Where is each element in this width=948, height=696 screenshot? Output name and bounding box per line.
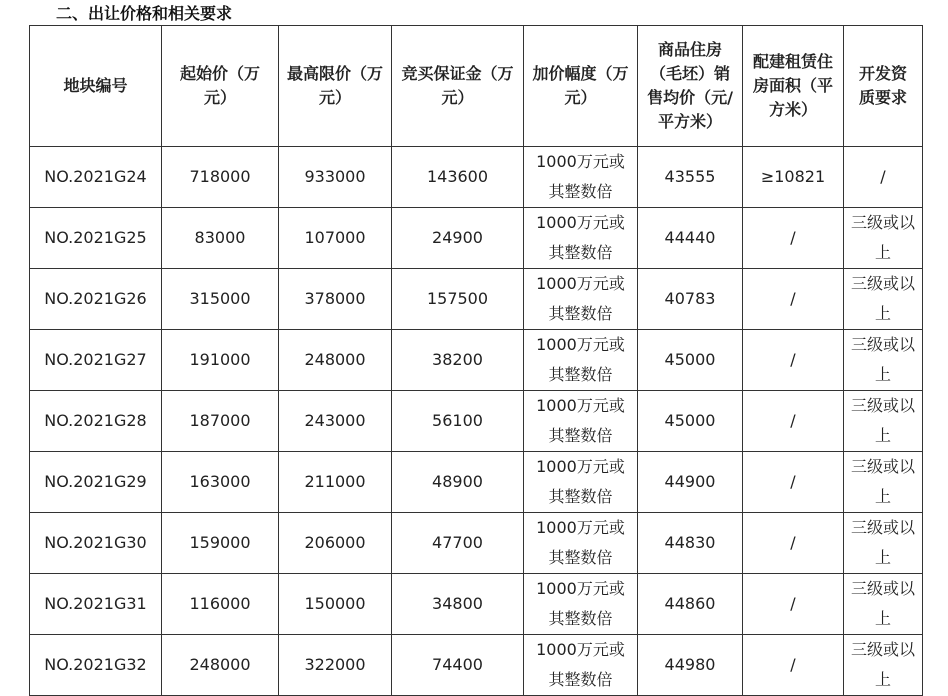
cell-max-price: 248000 [279,330,392,391]
header-avg-sale-price: 商品住房（毛坯）销售均价（元/平方米） [638,26,743,147]
cell-avg-sale-price: 44900 [638,452,743,513]
cell-rental-area: / [743,513,844,574]
table-row [30,147,923,208]
cell-rental-area: / [743,269,844,330]
cell-max-price: 150000 [279,574,392,635]
table-body [30,147,923,696]
cell-bid-increment: 1000万元或其整数倍 [524,635,638,696]
cell-starting-price: 163000 [162,452,279,513]
cell-starting-price: 116000 [162,574,279,635]
cell-starting-price: 159000 [162,513,279,574]
cell-land-id: NO.2021G25 [30,208,162,269]
cell-qualification: / [844,147,923,208]
cell-starting-price: 191000 [162,330,279,391]
header-starting-price: 起始价（万元） [162,26,279,147]
cell-max-price: 107000 [279,208,392,269]
cell-deposit: 38200 [392,330,524,391]
land-price-table [29,25,923,696]
cell-bid-increment: 1000万元或其整数倍 [524,574,638,635]
cell-deposit: 34800 [392,574,524,635]
table-row [30,635,923,696]
section-title: 二、出让价格和相关要求 [56,4,233,23]
cell-land-id: NO.2021G28 [30,391,162,452]
cell-avg-sale-price: 44830 [638,513,743,574]
table-header-row [30,26,923,147]
cell-max-price: 933000 [279,147,392,208]
cell-deposit: 24900 [392,208,524,269]
cell-max-price: 206000 [279,513,392,574]
cell-avg-sale-price: 45000 [638,330,743,391]
header-rental-area: 配建租赁住房面积（平方米） [743,26,844,147]
cell-qualification: 三级或以上 [844,574,923,635]
cell-max-price: 243000 [279,391,392,452]
cell-starting-price: 315000 [162,269,279,330]
cell-deposit: 74400 [392,635,524,696]
cell-max-price: 211000 [279,452,392,513]
cell-deposit: 47700 [392,513,524,574]
cell-qualification: 三级或以上 [844,330,923,391]
cell-qualification: 三级或以上 [844,452,923,513]
cell-qualification: 三级或以上 [844,635,923,696]
cell-rental-area: / [743,391,844,452]
cell-rental-area: / [743,208,844,269]
table-row [30,330,923,391]
cell-avg-sale-price: 45000 [638,391,743,452]
cell-rental-area: ≥10821 [743,147,844,208]
cell-bid-increment: 1000万元或其整数倍 [524,208,638,269]
table-row [30,269,923,330]
cell-max-price: 322000 [279,635,392,696]
cell-land-id: NO.2021G24 [30,147,162,208]
cell-qualification: 三级或以上 [844,513,923,574]
cell-max-price: 378000 [279,269,392,330]
cell-avg-sale-price: 44860 [638,574,743,635]
header-qualification: 开发资质要求 [844,26,923,147]
cell-land-id: NO.2021G31 [30,574,162,635]
cell-rental-area: / [743,452,844,513]
table-row [30,208,923,269]
cell-qualification: 三级或以上 [844,208,923,269]
table-row [30,391,923,452]
cell-land-id: NO.2021G27 [30,330,162,391]
cell-deposit: 48900 [392,452,524,513]
cell-bid-increment: 1000万元或其整数倍 [524,513,638,574]
cell-rental-area: / [743,635,844,696]
cell-qualification: 三级或以上 [844,391,923,452]
cell-avg-sale-price: 43555 [638,147,743,208]
table-row [30,574,923,635]
table-row [30,513,923,574]
cell-bid-increment: 1000万元或其整数倍 [524,269,638,330]
cell-starting-price: 248000 [162,635,279,696]
cell-rental-area: / [743,330,844,391]
cell-starting-price: 718000 [162,147,279,208]
cell-land-id: NO.2021G26 [30,269,162,330]
cell-bid-increment: 1000万元或其整数倍 [524,391,638,452]
cell-qualification: 三级或以上 [844,269,923,330]
cell-deposit: 56100 [392,391,524,452]
cell-land-id: NO.2021G30 [30,513,162,574]
header-land-id: 地块编号 [30,26,162,147]
cell-deposit: 143600 [392,147,524,208]
cell-bid-increment: 1000万元或其整数倍 [524,330,638,391]
cell-deposit: 157500 [392,269,524,330]
table-row [30,452,923,513]
cell-land-id: NO.2021G32 [30,635,162,696]
cell-rental-area: / [743,574,844,635]
cell-avg-sale-price: 44440 [638,208,743,269]
cell-land-id: NO.2021G29 [30,452,162,513]
cell-avg-sale-price: 40783 [638,269,743,330]
header-max-price: 最高限价（万元） [279,26,392,147]
cell-starting-price: 83000 [162,208,279,269]
header-deposit: 竞买保证金（万元） [392,26,524,147]
cell-starting-price: 187000 [162,391,279,452]
cell-bid-increment: 1000万元或其整数倍 [524,147,638,208]
cell-bid-increment: 1000万元或其整数倍 [524,452,638,513]
cell-avg-sale-price: 44980 [638,635,743,696]
header-bid-increment: 加价幅度（万元） [524,26,638,147]
